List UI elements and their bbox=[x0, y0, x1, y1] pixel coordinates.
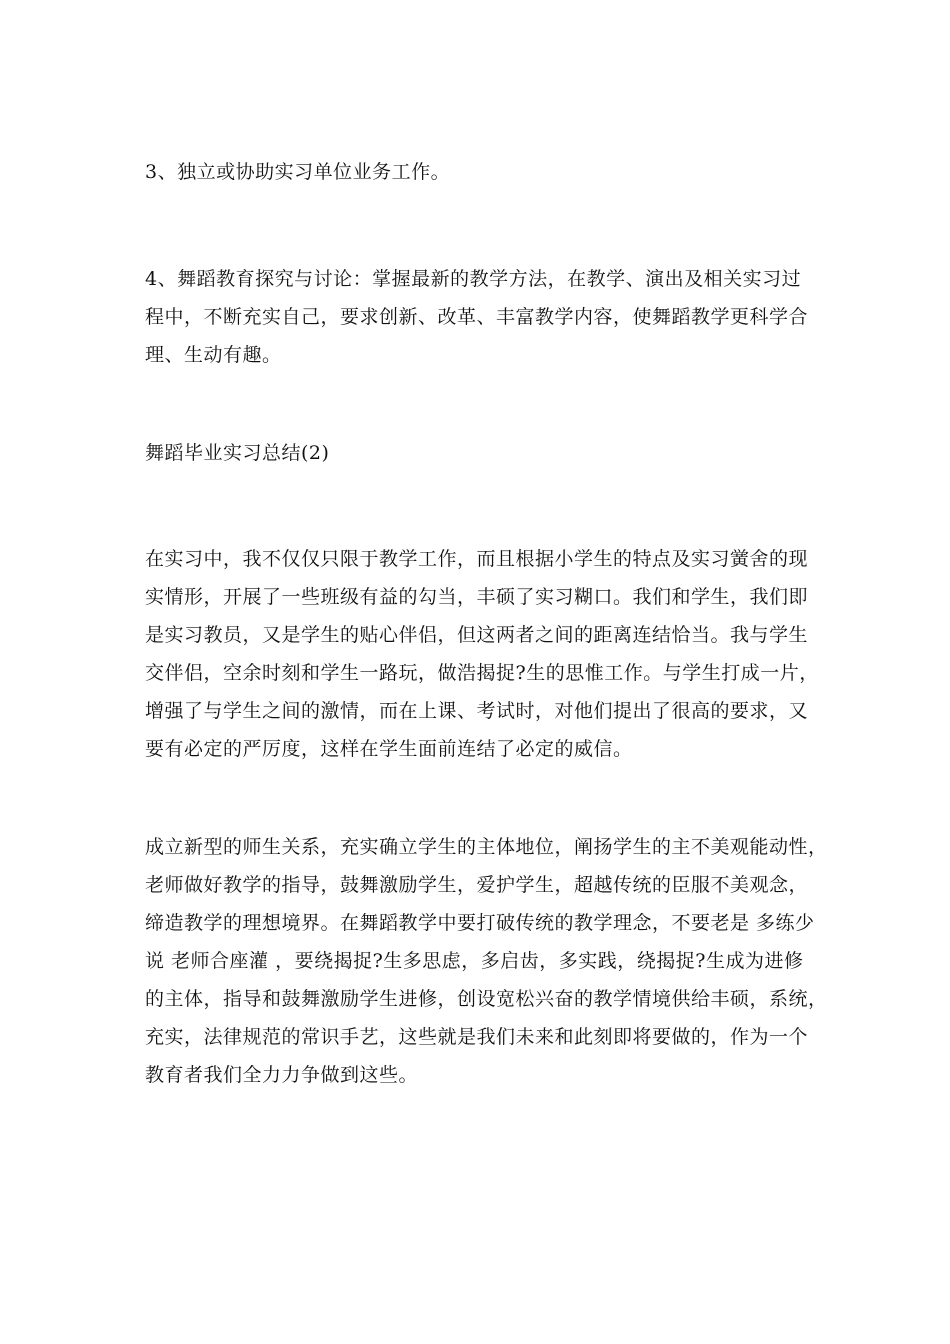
text-line: 教育者我们全力力争做到这些。 bbox=[145, 1064, 419, 1086]
paragraph-practice bbox=[145, 540, 825, 768]
paragraph-relationship bbox=[145, 828, 828, 1094]
text-line: 的主体，指导和鼓舞激励学生进修，创设宽松兴奋的教学情境供给丰硕，系统， bbox=[145, 988, 828, 1010]
text-line: 老师做好教学的指导，鼓舞激励学生，爱护学生，超越传统的臣服不美观念， bbox=[145, 874, 809, 896]
text-line: 缔造教学的理想境界。在舞蹈教学中要打破传统的教学理念，不要老是 多练少 bbox=[145, 912, 815, 934]
paragraph-item-4 bbox=[145, 260, 825, 374]
text-line: 要有必定的严厉度，这样在学生面前连结了必定的威信。 bbox=[145, 738, 633, 760]
paragraph-item-3 bbox=[145, 153, 825, 191]
text-line: 在实习中，我不仅仅只限于教学工作，而且根据小学生的特点及实习黉舍的现 bbox=[145, 548, 809, 570]
text-line: 成立新型的师生关系，充实确立学生的主体地位，阐扬学生的主不美观能动性， bbox=[145, 836, 828, 858]
heading-text: 舞蹈毕业实习总结(2) bbox=[145, 442, 330, 464]
text-line: 是实习教员，又是学生的贴心伴侣，但这两者之间的距离连结恰当。我与学生 bbox=[145, 624, 809, 646]
text-line: 充实，法律规范的常识手艺，这些就是我们未来和此刻即将要做的，作为一个 bbox=[145, 1026, 809, 1048]
text-line: 3、独立或协助实习单位业务工作。 bbox=[145, 161, 451, 183]
text-line: 程中，不断充实自己，要求创新、改革、丰富教学内容，使舞蹈教学更科学合 bbox=[145, 306, 809, 328]
text-line: 交伴侣，空余时刻和学生一路玩，做浩揭捉?生的思惟工作。与学生打成一片， bbox=[145, 662, 819, 684]
text-line: 增强了与学生之间的激情，而在上课、考试时，对他们提出了很高的要求，又 bbox=[145, 700, 809, 722]
text-line: 4、舞蹈教育探究与讨论：掌握最新的教学方法，在教学、演出及相关实习过 bbox=[145, 268, 802, 290]
section-heading bbox=[145, 434, 825, 472]
text-line: 说 老师合座灌 ，要绕揭捉?生多思虑，多启齿，多实践，绕揭捉?生成为进修 bbox=[145, 950, 804, 972]
text-line: 理、生动有趣。 bbox=[145, 344, 282, 366]
text-line: 实情形，开展了一些班级有益的勾当，丰硕了实习糊口。我们和学生，我们即 bbox=[145, 586, 809, 608]
